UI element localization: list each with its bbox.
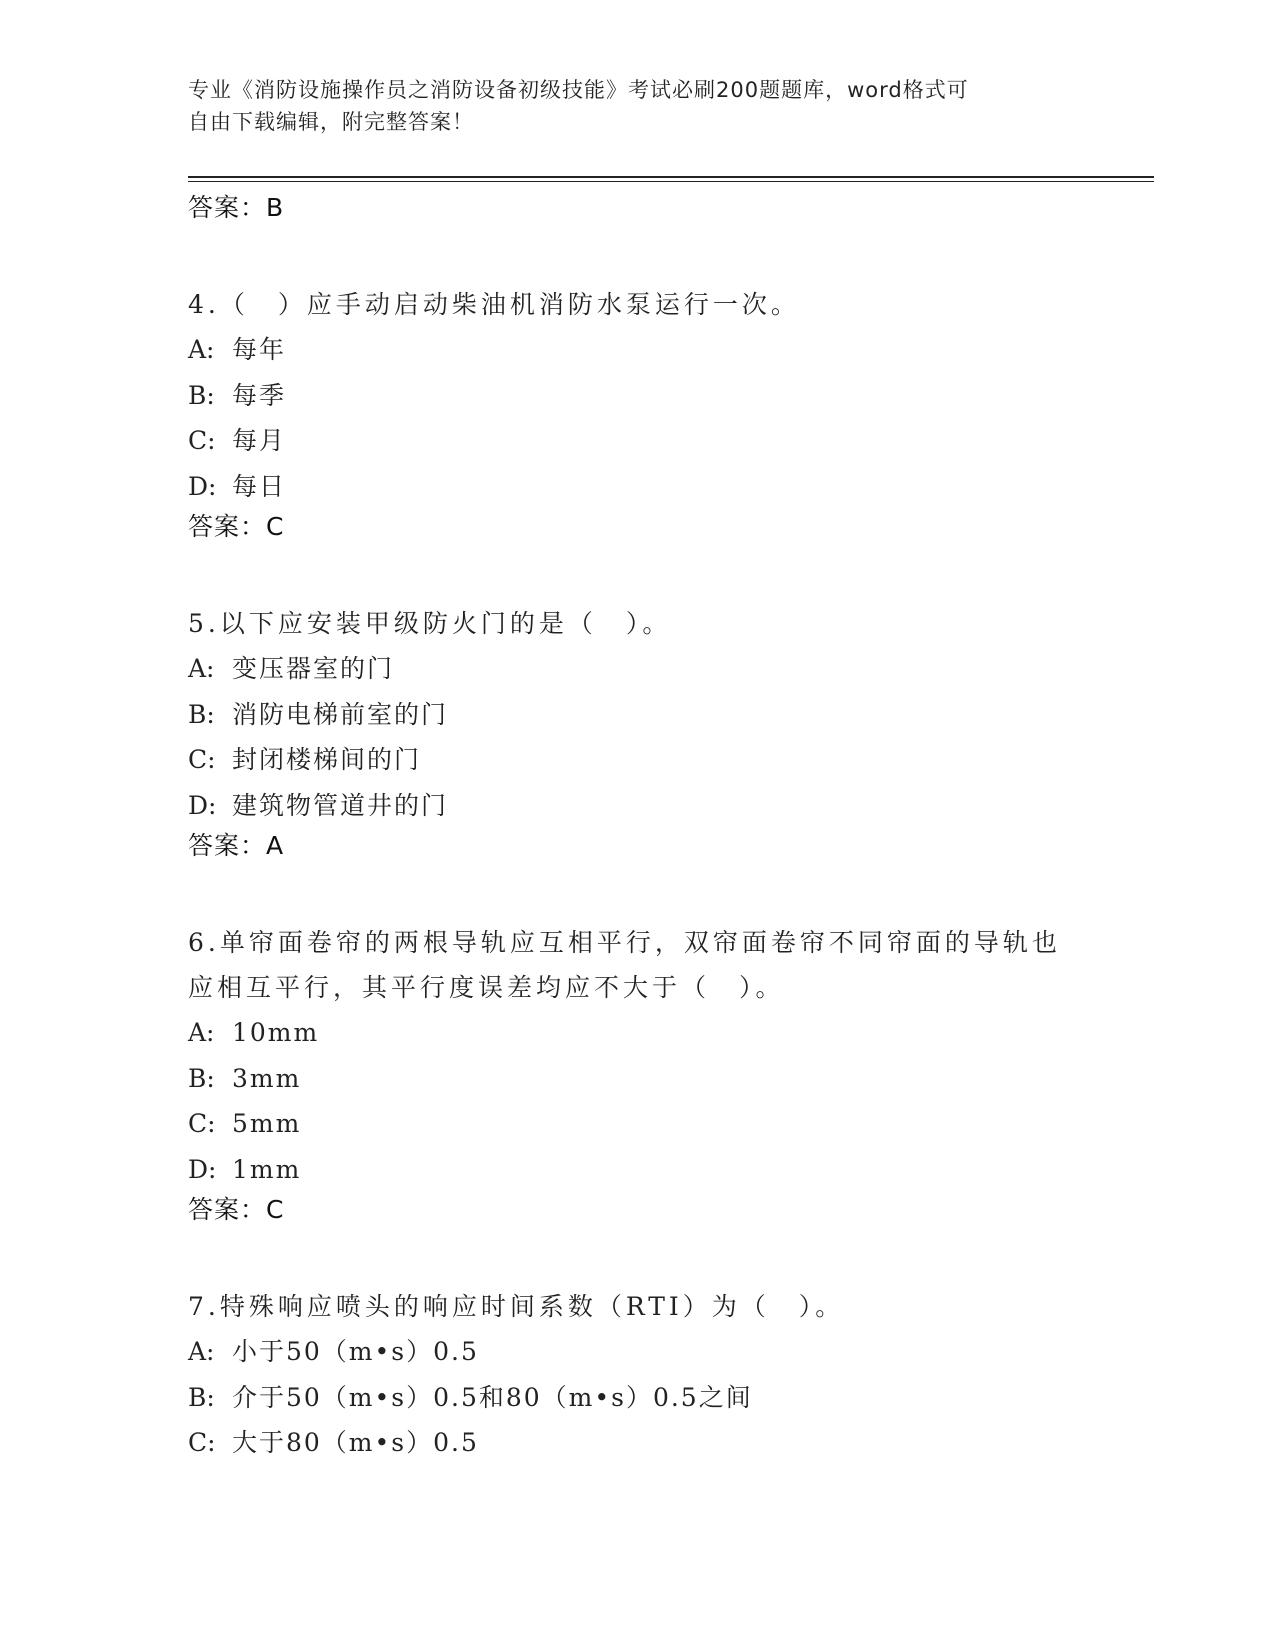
question-stem: 6.单帘面卷帘的两根导轨应互相平行，双帘面卷帘不同帘面的导轨也应相互平行，其平行度误差均应不大于（ ）。 bbox=[188, 928, 1061, 1002]
question-item bbox=[188, 601, 1088, 874]
header-divider bbox=[188, 176, 1154, 178]
question-item bbox=[188, 282, 1088, 555]
question-stem: 5.以下应安装甲级防火门的是（ ）。 bbox=[188, 609, 672, 638]
option-c: C: 大于80（m•s）0.5 bbox=[188, 1428, 479, 1457]
header-divider-thin bbox=[188, 181, 1154, 182]
option-b: B: 每季 bbox=[188, 380, 287, 410]
option-d: D: 1mm bbox=[188, 1154, 302, 1184]
question-stem: 4.（ ）应手动启动柴油机消防水泵运行一次。 bbox=[188, 290, 800, 319]
option-b: B: 3mm bbox=[188, 1063, 302, 1093]
option-d: D: 每日 bbox=[188, 471, 287, 501]
option-a: A: 小于50（m•s）0.5 bbox=[188, 1337, 479, 1366]
option-a: A: 10mm bbox=[188, 1018, 320, 1047]
option-a: A: 变压器室的门 bbox=[188, 654, 395, 683]
option-c: C: 封闭楼梯间的门 bbox=[188, 745, 422, 774]
option-a: A: 每年 bbox=[188, 335, 287, 364]
option-d: D: 建筑物管道井的门 bbox=[188, 790, 449, 820]
answer-label: 答案：A bbox=[188, 831, 285, 860]
answer-label: 答案：C bbox=[188, 1195, 285, 1224]
question-stem: 7.特殊响应喷头的响应时间系数（RTI）为（ ）。 bbox=[188, 1292, 845, 1321]
answer-label: 答案：C bbox=[188, 512, 285, 541]
question-list bbox=[188, 190, 1088, 1466]
header-line-1: 专业《消防设施操作员之消防设备初级技能》考试必刷200题题库，word格式可 bbox=[188, 78, 969, 102]
option-c: C: 5mm bbox=[188, 1109, 302, 1138]
document-header bbox=[188, 74, 1068, 138]
option-b: B: 介于50（m•s）0.5和80（m•s）0.5之间 bbox=[188, 1382, 753, 1412]
option-c: C: 每月 bbox=[188, 426, 287, 455]
question-item bbox=[188, 1284, 1088, 1466]
option-b: B: 消防电梯前室的门 bbox=[188, 699, 449, 729]
question-item bbox=[188, 920, 1088, 1238]
header-line-2: 自由下载编辑，附完整答案！ bbox=[188, 110, 474, 134]
answer-label: 答案：B bbox=[188, 193, 285, 222]
